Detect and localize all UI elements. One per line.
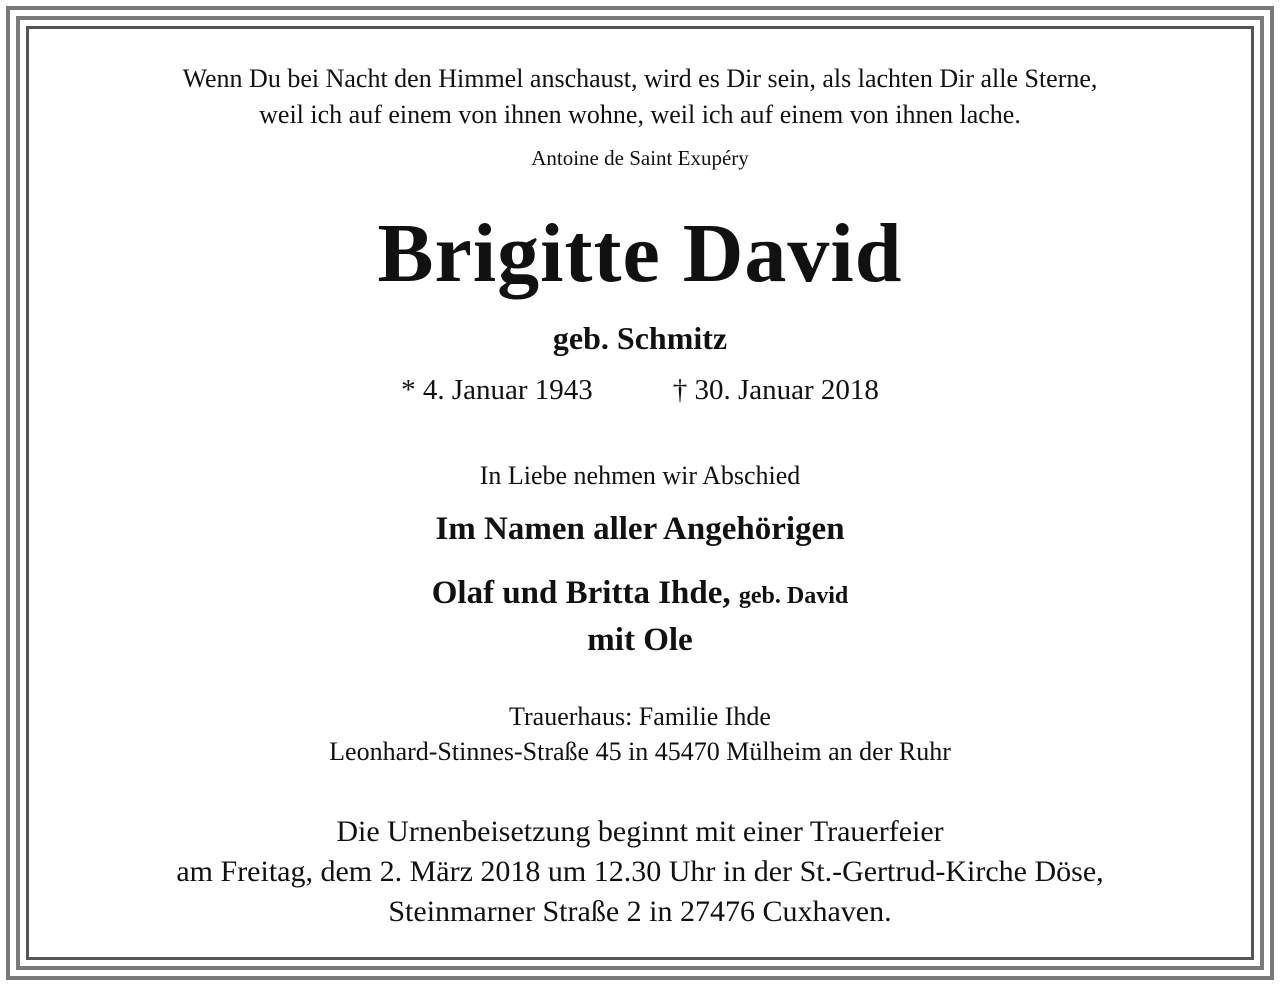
mourning-house-label: Trauerhaus: Familie Ihde (509, 702, 771, 731)
quote-line-1: Wenn Du bei Nacht den Himmel anschaust, wird es Dir sein, als lachten Dir alle Sterne, (182, 64, 1098, 93)
life-dates (40, 376, 1240, 405)
ceremony-line-1: Die Urnenbeisetzung beginnt mit einer Trauerfeier (336, 815, 944, 848)
relatives-birth-name: geb. David (738, 583, 849, 609)
deceased-name: Brigitte David (377, 207, 903, 300)
ceremony-line-3: Steinmarner Straße 2 in 27476 Cuxhaven. (388, 895, 892, 928)
quote-author: Antoine de Saint Exupéry (531, 146, 749, 170)
quote-line-2: weil ich auf einem von ihnen wohne, weil ich auf einem von ihnen lache. (259, 100, 1021, 129)
ceremony-line-2: am Freitag, dem 2. März 2018 um 12.30 Uhr in der St.-Gertrud-Kirche Döse, (176, 855, 1104, 888)
relatives-names (40, 577, 1240, 610)
obituary-notice (40, 40, 1240, 946)
farewell-text: In Liebe nehmen wir Abschied (479, 461, 801, 490)
birth-name: geb. Schmitz (552, 320, 728, 356)
mourning-house-address: Leonhard-Stinnes-Straße 45 in 45470 Mülheim an der Ruhr (329, 737, 951, 766)
relatives-with: mit Ole (587, 622, 693, 658)
birth-date: * 4. Januar 1943 (401, 374, 593, 406)
relatives-intro: Im Namen aller Angehörigen (435, 511, 845, 547)
relatives-names-main: Olaf und Britta Ihde, (431, 575, 731, 611)
death-date: † 30. Januar 2018 (672, 374, 879, 406)
